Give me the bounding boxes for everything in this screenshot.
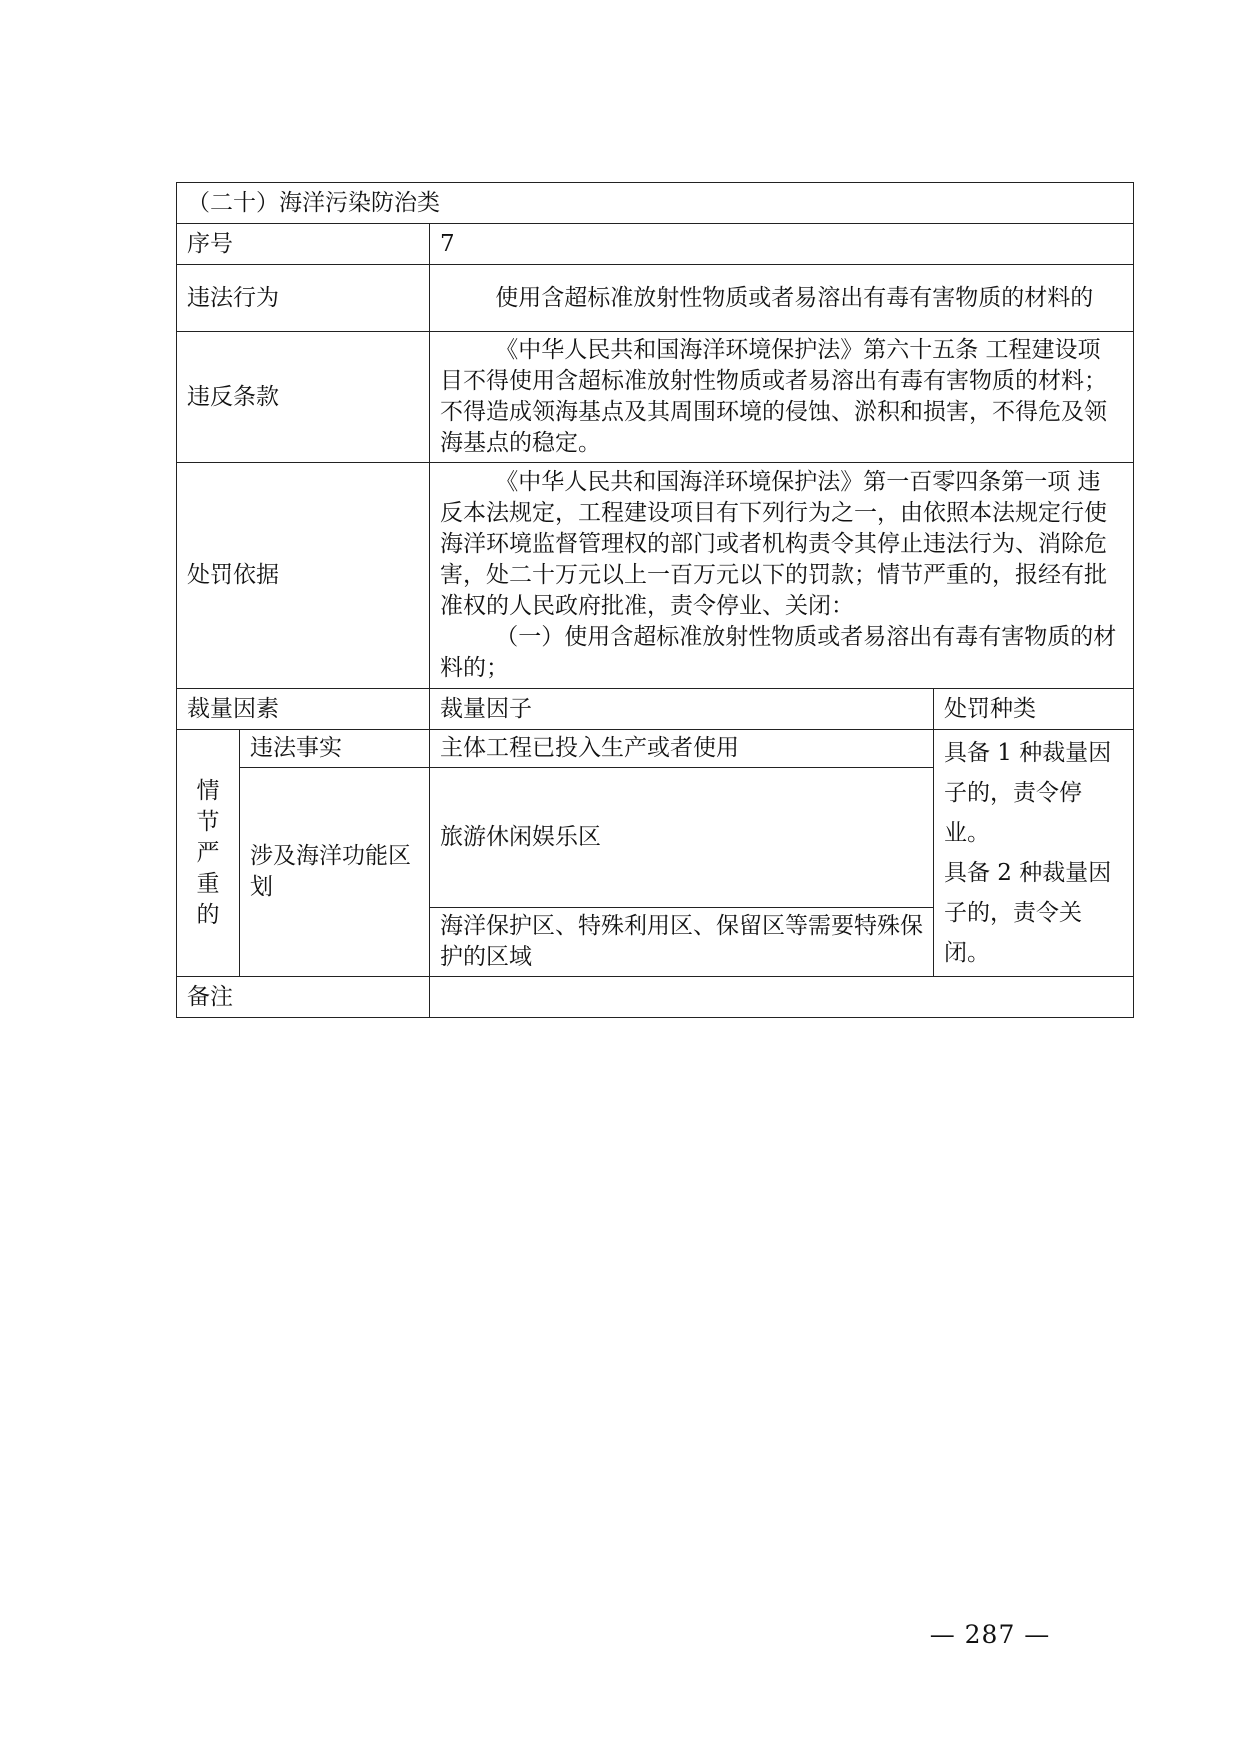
violation-value: 使用含超标准放射性物质或者易溶出有毒有害物质的材料的 [430, 265, 1134, 332]
discretion-item-header: 裁量因子 [430, 689, 934, 730]
facts-label: 违法事实 [240, 730, 430, 768]
severity-level-text: 情节严重的 [196, 777, 220, 928]
zone-value-protected: 海洋保护区、特殊利用区、保留区等需要特殊保护的区域 [430, 908, 934, 977]
severity-level [177, 730, 240, 977]
page-number: — 287 — [929, 1620, 1051, 1649]
basis-label: 处罚依据 [177, 463, 430, 689]
facts-value: 主体工程已投入生产或者使用 [430, 730, 934, 768]
section-title: （二十）海洋污染防治类 [177, 183, 1134, 224]
discretion-factor-header: 裁量因素 [177, 689, 430, 730]
basis-text: 《中华人民共和国海洋环境保护法》第一百零四条第一项 违反本法规定，工程建设项目有下列行为之一，由依照本法规定行使海洋环境监督管理权的部门或者机构责令其停止违法行为、消除危害，处二十万元以上一百万元以下的罚款；情节严重的，报经有批准权的人民政府批准，责令停业、关闭： [440, 469, 1107, 619]
punishment-cell [934, 730, 1134, 977]
punishment-close: 具备 2 种裁量因子的，责令关闭。 [944, 860, 1112, 966]
remark-value [430, 977, 1134, 1018]
zone-label: 涉及海洋功能区划 [240, 768, 430, 977]
serial-value: 7 [430, 224, 1134, 265]
clause-text: 《中华人民共和国海洋环境保护法》第六十五条 工程建设项目不得使用含超标准放射性物质或者易溶出有毒有害物质的材料；不得造成领海基点及其周围环境的侵蚀、淤积和损害，不得危及领海基点的稳定。 [440, 337, 1107, 456]
basis-value [430, 463, 1134, 689]
basis-item: （一）使用含超标准放射性物质或者易溶出有毒有害物质的材料的； [440, 624, 1117, 681]
remark-label: 备注 [177, 977, 430, 1018]
violation-label: 违法行为 [177, 265, 430, 332]
punishment-suspend: 具备 1 种裁量因子的，责令停业。 [944, 740, 1112, 846]
penalty-table [176, 182, 1134, 1018]
clause-value [430, 332, 1134, 463]
clause-label: 违反条款 [177, 332, 430, 463]
zone-value-tourism: 旅游休闲娱乐区 [430, 768, 934, 908]
serial-label: 序号 [177, 224, 430, 265]
punishment-type-header: 处罚种类 [934, 689, 1134, 730]
